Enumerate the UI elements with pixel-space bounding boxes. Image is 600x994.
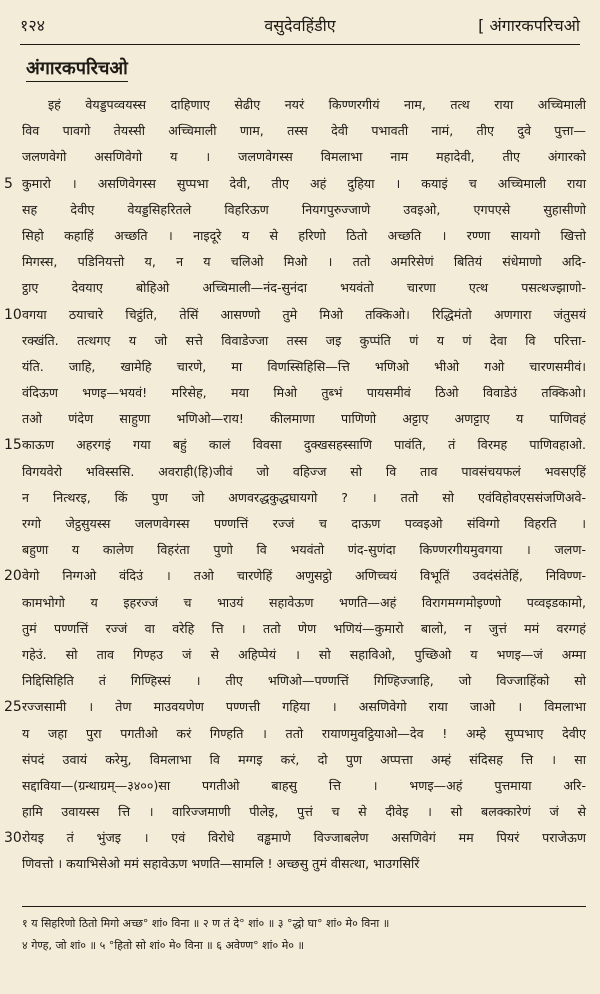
line-number: 25 xyxy=(4,699,22,716)
line-text: य जहा पुरा पगतीओ करं गिण्हति । ततो रायाणमुवट्ठियाओ—देव ! अम्हे सुप्पभाए देवीए xyxy=(22,725,586,741)
text-line xyxy=(22,197,586,223)
line-text: संपदं उवायं करेमु, विमलाभा वि मग्गइ करं, दो पुण अप्पत्ता अम्हं संदिसह त्ति । सा xyxy=(22,751,586,767)
line-text: रग्गो जेट्ठसुयस्स जलणवेगस्स पण्णत्तिं रज्जं च दाऊण पव्वइओ संविग्गो विहरति । xyxy=(22,516,586,531)
line-text: कामभोगो य इहरज्जं च भाउयं सहावेऊण भणति—अहं विरागमग्गमोइण्णो पव्वइडकामो, xyxy=(22,594,586,610)
text-line xyxy=(22,511,586,537)
text-line xyxy=(22,354,586,380)
page-header xyxy=(20,6,580,40)
text-line xyxy=(22,406,586,432)
running-section: [ अंगारकपरिचओ xyxy=(478,16,580,35)
text-line xyxy=(22,485,586,511)
text-line xyxy=(22,92,586,118)
text-line xyxy=(22,537,586,563)
line-text: वेगो निग्गओ वंदिउं । तओ चारणेहिं अणुसट्ठो अणिच्चयं विभूतिं उवदंसंतेहिं, निविण्ण- xyxy=(22,568,586,584)
text-line xyxy=(22,275,586,301)
text-line xyxy=(22,590,586,616)
body-text xyxy=(4,92,586,878)
footnote-line: १ य सिहरिणो ठितो मिगो अच्छ° शां० विना ॥ २ ण तं दे° शां० ॥ ३ °द्धो घा° शां० मे० विना ॥ xyxy=(22,917,390,930)
line-text: काऊण अहरगइं गया बहुं कालं विवसा दुक्खसहस्साणि पावंति, तं विरमह पाणिवहाओ. xyxy=(22,437,586,453)
line-text: णिवत्तो । कयाभिसेओ ममं सहावेऊण भणति—सामलि ! अच्छसु तुमं वीसत्था, भाउगसिरिं xyxy=(22,856,420,872)
text-line xyxy=(4,825,586,851)
line-text: मिगस्स, पडिनियत्तो य, न य चलिओ मिओ । ततो अमरिसेणं बितियं संधेमाणो अदि- xyxy=(22,254,586,270)
text-line xyxy=(22,642,586,668)
line-text: रज्जसामी । तेण माउवयणेण पण्णत्ती गहिया । असणिवेगो राया जाओ । विमलाभा xyxy=(22,699,586,715)
line-text: विगयवेरो भविस्ससि. अवराही(हि)जीवं जो वहिज्ज सो वि ताव पावसंचयफलं भवसएहिं xyxy=(22,463,586,479)
text-line xyxy=(4,171,586,197)
line-number: 10 xyxy=(4,306,22,323)
text-line xyxy=(4,694,586,720)
text-line xyxy=(22,249,586,275)
line-number: 5 xyxy=(4,175,13,192)
line-text: कुमारो । असणिवेगस्स सुप्पभा देवी, तीए अहं दुहिया । कयाइं च अच्चिमाली राया xyxy=(22,175,586,191)
text-line xyxy=(22,144,586,170)
line-text: निद्दिसिहिति तं गिण्हिस्सं । तीए भणिओ—पण्णत्तिं गिण्हिज्जाहि, जो विज्जाहिंको सो xyxy=(22,673,586,689)
text-line xyxy=(22,380,586,406)
text-line xyxy=(22,459,586,485)
line-text: यंति. जाहि, खामेहि चारणे, मा विणस्सिहिसि—त्ति भणिओ भीओ गओ चारणसमीवं। xyxy=(22,358,586,374)
line-text: वंदिऊण भणइ—भयवं! मरिसेह, मया मिओ तुब्भं पायसमीवं ठिओ विवाडेउं तक्किओ। xyxy=(22,385,586,401)
text-line xyxy=(22,773,586,799)
line-text: तओ णंदेण साहुणा भणिओ—राय! कीलमाणा पाणिणो अट्टाए अणट्टाए य पाणिवहं xyxy=(22,411,586,427)
line-text: इहं वेयड्डपव्वयस्स दाहिणाए सेढीए नयरं किण्णरगीयं नाम, तत्थ राया अच्चिमाली xyxy=(48,97,586,112)
page-number: १२४ xyxy=(20,16,45,35)
line-text: तुमं पण्णत्तिं रज्जं वा वरेहि त्ति । ततो णेण भणियं—कुमारो बालो, न जुत्तं ममं वरग्गहं xyxy=(22,620,586,636)
text-line xyxy=(22,721,586,747)
text-line xyxy=(22,799,586,825)
line-text: रोयइ तं भुंजइ । एवं विरोधे वड्ढमाणे विज्जाबलेण असणिवेगं मम पियरं पराजेऊण xyxy=(22,830,586,846)
text-line xyxy=(22,747,586,773)
line-number: 20 xyxy=(4,568,22,585)
header-rule xyxy=(20,44,580,45)
text-line xyxy=(22,668,586,694)
text-line xyxy=(22,851,586,877)
line-text: ट्ठाए देवयाए बोहिओ अच्चिमाली—नंद-सुनंदा भयवंतो चारणा एत्थ पसत्थज्झाणो- xyxy=(22,280,586,296)
line-text: जलणवेगो असणिवेगो य । जलणवेगस्स विमलाभा नाम महादेवी, तीए अंगारको xyxy=(22,149,586,165)
footnotes xyxy=(22,906,586,957)
line-text: हामि उवायस्स त्ति । वारिज्जमाणी पीलेइ, पुत्तं च से दीवेइ । सो बलक्कारेणं जं से xyxy=(22,804,586,820)
text-line xyxy=(4,302,586,328)
line-text: गहेउं. सो ताव गिण्हउ जं से अहिप्पेयं । सो सहाविओ, पुच्छिओ य भणइ—जं अम्मा xyxy=(22,646,586,662)
line-text: सिहो कहाहिं अच्छति । नाइदूरे य से हरिणो ठितो अच्छति । रण्णा सायगो खित्तो xyxy=(22,227,586,243)
running-title: वसुदेवहिंडीए xyxy=(264,16,336,35)
text-line xyxy=(22,616,586,642)
line-text: बहुणा य कालेण विहरंता पुणो वि भयवंतो णंद-सुणंदा किण्णरगीयमुवगया । जलण- xyxy=(22,542,586,558)
line-text: सद्दाविया—(ग्रन्थाग्रम्—३४००)सा पगतीओ बाहसु त्ति । भणइ—अहं पुत्तमाया अरि- xyxy=(22,777,586,793)
line-text: वगया ठयाचारे चिट्ठंति, तेसिं आसण्णो तुमे मिओ तक्किओ। रिद्धिमंतो अणगारा जंतुसयं xyxy=(22,306,586,322)
text-line xyxy=(22,118,586,144)
line-text: सह देवीए वेयड्डसिहरितले विहरिऊण नियगपुरुज्जाणे उवइओ, एगपएसे सुहासीणो xyxy=(22,201,586,217)
line-number: 30 xyxy=(4,830,22,847)
text-line xyxy=(4,563,586,589)
section-heading: अंगारकपरिचओ xyxy=(26,56,128,82)
line-text: न नित्थरइ, किं पुण जो अणवरद्धकुद्धघायगो ? । ततो सो एवंविहोवएससंजणिअवे- xyxy=(22,489,586,505)
line-text: विव पावगो तेयस्सी अच्चिमाली णाम, तस्स देवी पभावती नामं, तीए दुवे पुत्ता— xyxy=(22,123,586,139)
text-line xyxy=(4,432,586,458)
line-text: रक्खंति. तत्थगए य जो सत्ते विवाडेज्जा तस्स जइ कुप्पंति णं य णं देवा वि परित्ता- xyxy=(22,332,586,348)
text-line xyxy=(22,223,586,249)
footnote-line: ४ गेण्ह, जो शां० ॥ ५ °हितो सो शां० मे० विना ॥ ६ अवेण्ण° शां० मे० ॥ xyxy=(22,939,305,952)
text-line xyxy=(22,328,586,354)
line-number: 15 xyxy=(4,437,22,454)
